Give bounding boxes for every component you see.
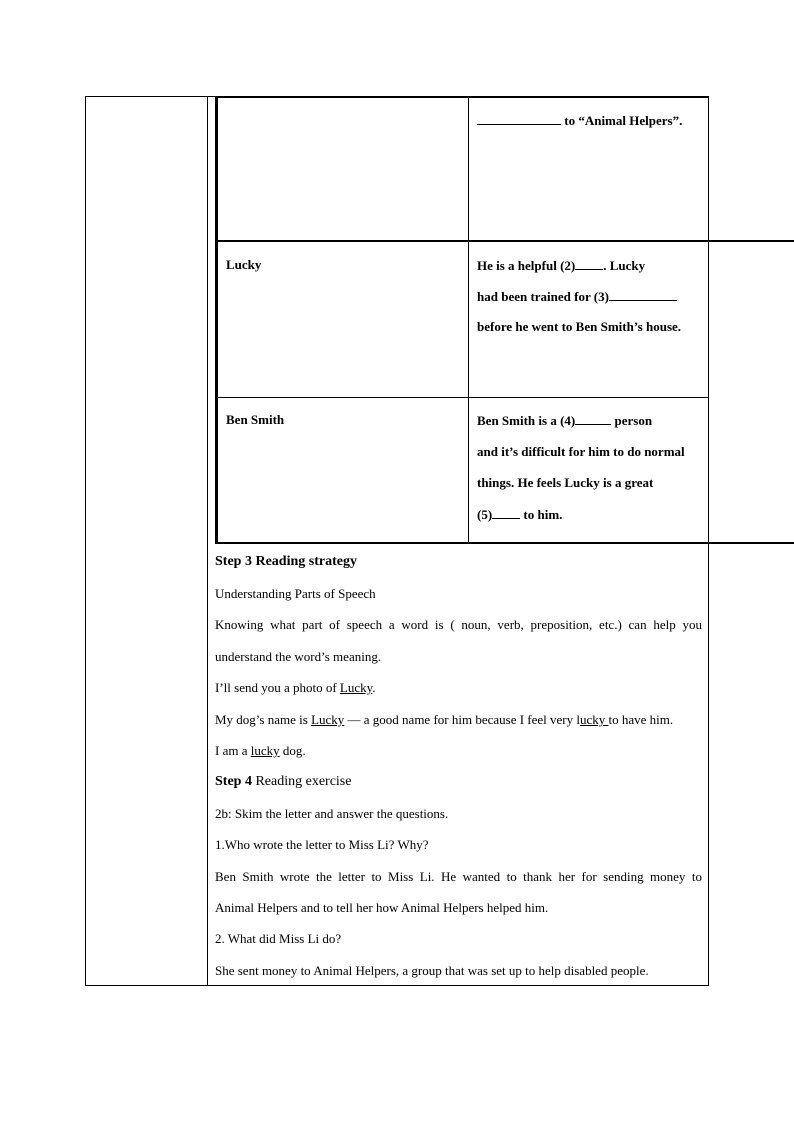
blank-4 xyxy=(575,412,611,425)
example-sentence-1: I’ll send you a photo of Lucky. xyxy=(215,680,376,695)
row-lucky-line2: had been trained for (3) xyxy=(477,288,677,305)
left-column-divider xyxy=(207,96,208,986)
question-2: 2. What did Miss Li do? xyxy=(215,931,342,946)
row-lucky-name: Lucky xyxy=(226,257,262,272)
row-lucky-line1: He is a helpful (2) . Lucky xyxy=(477,258,646,273)
example-sentence-3: I am a lucky dog. xyxy=(215,743,306,758)
row-ben-name: Ben Smith xyxy=(226,412,285,427)
inner-row-divider-1 xyxy=(215,240,794,242)
row-ben-line3: things. He feels Lucky is a great xyxy=(477,475,654,490)
blank-3 xyxy=(609,288,677,301)
example-sentence-2: My dog’s name is Lucky — a good name for him because I feel very lucky to have him. xyxy=(215,712,674,727)
strategy-title: Understanding Parts of Speech xyxy=(215,586,376,601)
row-ben-line2: and it’s difficult for him to do normal xyxy=(477,444,685,459)
strategy-paragraph-line1: Knowing what part of speech a word is ( noun, verb, preposition, etc.) can help you xyxy=(215,617,702,632)
blank-1 xyxy=(477,112,561,125)
inner-table-bottom-border xyxy=(215,542,794,544)
question-1: 1.Who wrote the letter to Miss Li? Why? xyxy=(215,837,429,852)
question-intro: 2b: Skim the letter and answer the questions. xyxy=(215,806,449,821)
row-ben-line1: Ben Smith is a (4) person xyxy=(477,413,653,428)
answer-1-line2: Animal Helpers and to tell her how Animal Helpers helped him. xyxy=(215,900,549,915)
inner-table-left-border xyxy=(215,96,218,544)
blank-5 xyxy=(492,506,520,519)
step3-heading: Step 3 Reading strategy xyxy=(215,554,357,569)
blank-2 xyxy=(575,257,603,270)
strategy-paragraph-line2: understand the word’s meaning. xyxy=(215,649,382,664)
inner-table-col-divider xyxy=(468,96,469,544)
inner-table-top-border xyxy=(215,96,709,98)
step4-heading: Step 4 Reading exercise xyxy=(215,774,352,789)
inner-row-divider-2 xyxy=(215,397,709,398)
answer-2: She sent money to Animal Helpers, a group that was set up to help disabled people. xyxy=(215,963,649,978)
row-ben-line4: (5) to him. xyxy=(477,507,563,522)
answer-1-line1: Ben Smith wrote the letter to Miss Li. He wanted to thank her for sending money to xyxy=(215,869,702,884)
row-lucky-line3: before he went to Ben Smith’s house. xyxy=(477,319,682,334)
row1-answer-text: to “Animal Helpers”. xyxy=(477,112,682,129)
